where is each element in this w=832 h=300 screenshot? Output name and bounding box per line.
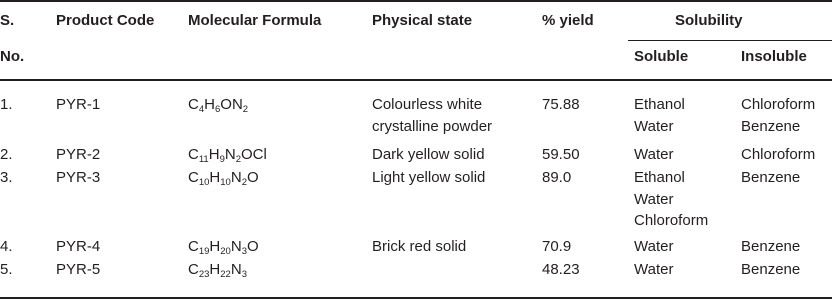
cell-yield: 70.9 [542, 238, 572, 255]
header-solubility: Solubility [675, 12, 743, 29]
solubility-rule [628, 40, 832, 41]
cell-product-code: PYR-1 [56, 96, 101, 113]
cell-product-code: PYR-2 [56, 146, 101, 163]
cell-soluble: Water [634, 261, 674, 278]
cell-molecular-formula: $C_{19}H_{20}N_3O$ [188, 238, 259, 257]
header-rule [0, 79, 832, 81]
top-rule [0, 0, 832, 2]
header-physical-state: Physical state [372, 12, 473, 29]
bottom-rule [0, 297, 832, 299]
cell-yield: 89.0 [542, 169, 572, 186]
header-sno-line1: S. [0, 12, 15, 29]
cell-molecular-formula: $C_{11}H_9N_2OCl$ [188, 146, 267, 165]
cell-soluble: Ethanol Water [634, 96, 685, 135]
cell-physical-state: Dark yellow solid [372, 146, 485, 163]
cell-soluble: Water [634, 238, 674, 255]
cell-soluble: Ethanol Water Chloroform [634, 169, 709, 229]
cell-sno: 3. [0, 169, 13, 186]
header-insoluble: Insoluble [741, 48, 807, 65]
cell-insoluble: Chloroform Benzene [741, 96, 816, 135]
header-molecular-formula: Molecular Formula [188, 12, 322, 29]
cell-molecular-formula: $C_{23}H_{22}N_3$ [188, 261, 247, 280]
cell-insoluble: Benzene [741, 261, 801, 278]
header-yield: % yield [542, 12, 594, 29]
cell-sno: 1. [0, 96, 13, 113]
cell-physical-state: Colourless white crystalline powder [372, 96, 493, 135]
cell-product-code: PYR-5 [56, 261, 101, 278]
cell-yield: 59.50 [542, 146, 580, 163]
cell-sno: 4. [0, 238, 13, 255]
header-soluble: Soluble [634, 48, 689, 65]
cell-insoluble: Chloroform [741, 146, 816, 163]
cell-product-code: PYR-3 [56, 169, 101, 186]
cell-soluble: Water [634, 146, 674, 163]
cell-physical-state: Light yellow solid [372, 169, 486, 186]
cell-yield: 75.88 [542, 96, 580, 113]
cell-physical-state: Brick red solid [372, 238, 467, 255]
header-sno-line2: No. [0, 48, 25, 65]
cell-product-code: PYR-4 [56, 238, 101, 255]
cell-insoluble: Benzene [741, 238, 801, 255]
cell-sno: 5. [0, 261, 13, 278]
cell-insoluble: Benzene [741, 169, 801, 186]
cell-sno: 2. [0, 146, 13, 163]
cell-molecular-formula: $C_{10}H_{10}N_2O$ [188, 169, 259, 188]
cell-yield: 48.23 [542, 261, 580, 278]
cell-molecular-formula: $C_4H_6ON_2$ [188, 96, 249, 115]
header-product-code: Product Code [56, 12, 155, 29]
